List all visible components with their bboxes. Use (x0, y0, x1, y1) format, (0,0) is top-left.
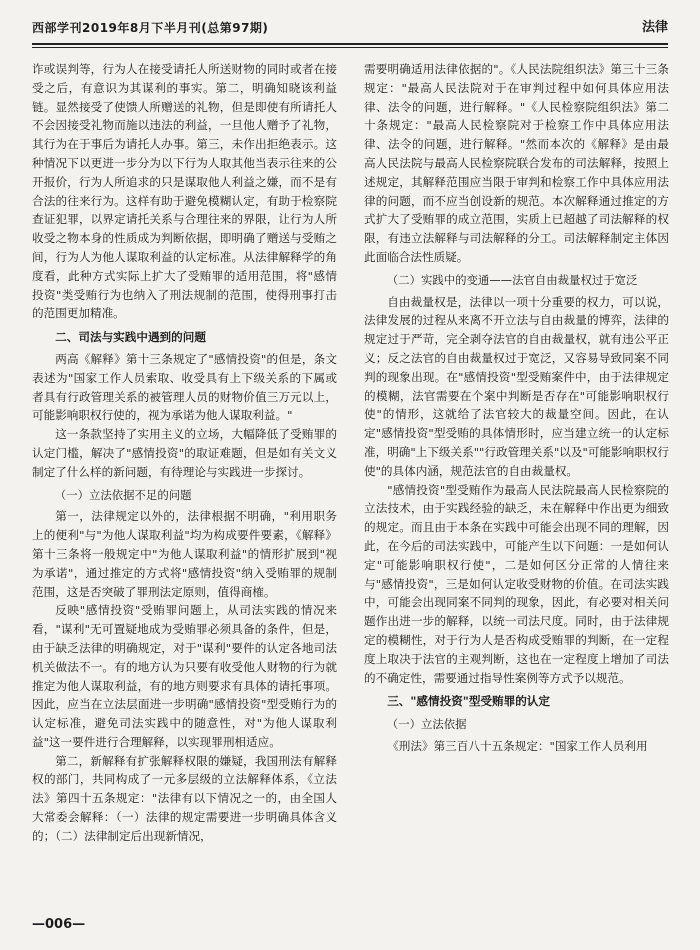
section-heading: 二、司法与实践中遇到的问题 (55, 330, 206, 345)
section-label: 法律 (641, 20, 668, 35)
paragraph: 两高《解释》第十三条规定了"感情投资"的但是，条文表述为"国家工作人员索取、收受具有上下级关系的下属或者具有行政管理关系的被管理人员的财物价值三万元以上，可能影响职权行使的，视为承诺为他人谋取利益。" (32, 351, 337, 423)
paragraph: 第一，法律规定以外的，法律根据不明确，"利用职务上的便利"与"为他人谋取利益"均为构成要件要素，《解释》第十三条将一般规定中"为他人谋取利益"的情形扩展到"视为承诺"，通过推定的方式将"感情投资"纳入受贿罪的规制范围，这是否突破了罪刑法定原则，值得商榷。 (32, 509, 337, 599)
paragraph: 第二，新解释有扩张解释权限的嫌疑，我国刑法有解释权的部门，共同构成了一元多层级的立法解释体系，《立法法》第四十五条规定："法律有以下情况之一的，由全国人大常委会解释：（一）法律的规定需要进一步明确具体含义的；（二）法律制定后出现新情况， (32, 753, 337, 843)
paragraph: 自由裁量权是，法律以一项十分重要的权力，可以说，法律发展的过程从来离不开立法与自由裁量的博弈，法律的规定过于严苛，完全剥夺法官的自由裁量权，就有违公平正义；反之法官的自由裁量权过于宽泛，又容易导致同案不同判的现象出现。在"感情投资"型受贿案件中，由于法律规定的模糊，法官需要在个案中判断是否存在"可能影响职权行使"的情形，这就给了法官较大的裁量空间。因此，在认定"感情投资"型受贿的具体情形时，应当建立统一的认定标准，明确"上下级关系""行政管理关系"以及"可能影响职权行使"的具体内涵，规范法官的自由裁量权。 (364, 294, 669, 478)
paragraph: 这一条款坚持了实用主义的立场，大幅降低了受贿罪的认定门槛，解决了"感情投资"的取证难题，但是如有关文义制定了什么样的新问题，有待理论与实践进一步探讨。 (32, 427, 337, 479)
paragraph: "感情投资"型受贿作为最高人民法院最高人民检察院的立法技术，由于实践经验的缺乏，未在解释中作出更为细致的规定。而且由于本条在实践中可能会出现不同的理解，因此，在今后的司法实践中，可能产生以下问题：一是如何认定"可能影响职权行使"，二是如何区分正常的人情往来与"感情投资"，三是如何认定收受财物的价值。在司法实践中，可能会出现同案不同判的现象，因此，有必要对相关问题作出进一步的解释，以统一司法尺度。同时，由于法律规定的模糊性，对于行为人是否构成受贿罪的判断，在一定程度上取决于法官的主观判断，这也在一定程度上增加了司法的不确定性，需要通过指导性案例等方式予以规范。 (364, 482, 669, 685)
subsection-heading: （二）实践中的变通——法官自由裁量权过于宽泛 (386, 272, 638, 287)
paragraph: 诈或误判等，行为人在接受请托人所送财物的同时或者在接受之后，有意识为其谋利的事实。第二，明确知晓该利益链。显然接受了使馈人所赠送的礼物，但是即使有所请托人不会因接受礼物而施以违法的利益，一旦他人赠予了礼物，其行为在于事后为请托人办事。第三，未作出拒绝表示。这种情况下以更进一步分为以下行为人取其他当表示往来的公开报价，行为人所追求的只是谋取他人利益之嫌，而不是有合法的往来行为。这样有助于避免模糊认定，有助于检察院查证犯罪，以界定请托关系与合理往来的界限，让行为人所收受之物本身的性质成为判断依据，即明确了赠送与受贿之间，行为人为他人谋取利益的认定标准。从法律解释学的角度看，此种方式实际上扩大了受贿罪的适用范围，将"感情投资"类受贿行为也纳入了刑法规制的范围，使得刑事打击的范围更加精准。 (32, 62, 337, 321)
page-header (32, 16, 668, 40)
journal-title: 西部学刊2019年8月下半月刊(总第97期) (32, 21, 269, 35)
page-number: —006— (32, 917, 86, 932)
header-rule-thick (32, 43, 668, 45)
header-rule-thin (32, 47, 668, 48)
paragraph: 需要明确适用法律依据的"。《人民法院组织法》第三十三条规定："最高人民法院对于在审判过程中如何具体应用法律、法令的问题，进行解释。"《人民检察院组织法》第二十条规定："最高人民检察院对于检察工作中具体应用法律、法令的问题，进行解释。"然而本次的《解释》是由最高人民法院与最高人民检察院联合发布的司法解释，按照上述规定，其解释范围应当限于审判和检察工作中具体应用法律的问题，而不应当创设新的规范。本次解释通过推定的方式扩大了受贿罪的成立范围，实质上已超越了司法解释的权限，有违立法解释与司法解释的分工。司法解释制定主体因此面临合法性质疑。 (364, 62, 669, 264)
subsection-heading: （一）立法依据不足的问题 (54, 487, 192, 502)
paragraph: 反映"感情投资"受贿罪问题上，从司法实践的情况来看，"谋利"无可置疑地成为受贿罪必须具备的条件，但是，由于缺乏法律的明确规定，对于"谋利"要件的认定各地司法机关做法不一。有的地方认为只要有收受他人财物的行为就推定为他人谋取利益，有的地方则要求有具体的请托事项。因此，应当在立法层面进一步明确"感情投资"型受贿行为的认定标准，避免司法实践中的随意性，对"为他人谋取利益"这一要件进行合理解释，以实现罪刑相适应。 (32, 603, 337, 749)
right-column (364, 60, 669, 756)
paragraph: 《刑法》第三百八十五条规定："国家工作人员利用 (387, 738, 648, 753)
left-column (32, 60, 337, 846)
subsection-heading: （一）立法依据 (386, 717, 467, 732)
section-heading: 三、"感情投资"型受贿罪的认定 (387, 694, 550, 709)
